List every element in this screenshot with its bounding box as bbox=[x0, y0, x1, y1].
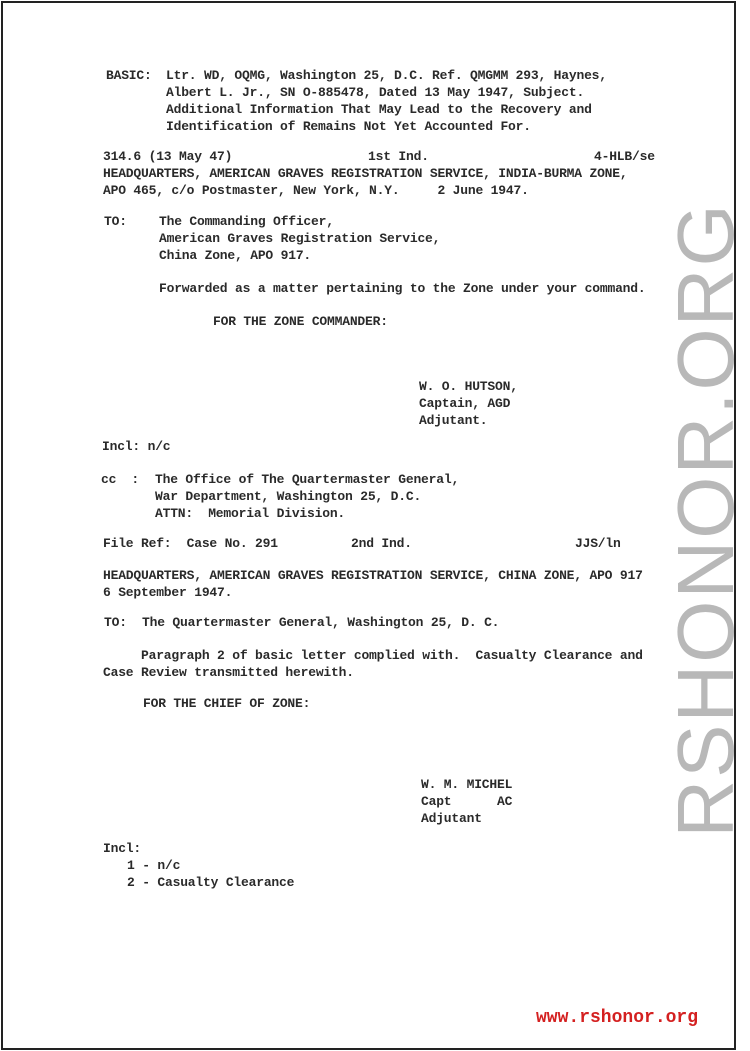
first-ind-label: 1st Ind. bbox=[368, 149, 429, 164]
watermark-url: www.rshonor.org bbox=[536, 1008, 699, 1028]
second-ind-incl-2: 2 - Casualty Clearance bbox=[127, 875, 295, 890]
first-ind-to-label: TO: bbox=[104, 214, 127, 229]
first-ind-sig-1: W. O. HUTSON, bbox=[419, 379, 518, 394]
cc-label: cc : bbox=[101, 472, 140, 487]
second-ind-sig-2: Capt AC bbox=[421, 794, 513, 809]
second-ind-sig-3: Adjutant bbox=[421, 811, 482, 826]
first-ind-to-2: American Graves Registration Service, bbox=[159, 231, 441, 246]
first-ind-to-3: China Zone, APO 917. bbox=[159, 248, 312, 263]
basic-line-4: Identification of Remains Not Yet Accounted For. bbox=[166, 119, 531, 134]
first-ind-sig-3: Adjutant. bbox=[419, 413, 488, 428]
second-ind-body-1: Paragraph 2 of basic letter complied with. Casualty Clearance and bbox=[103, 648, 643, 663]
second-ind-to: TO: The Quartermaster General, Washington 25, D. C. bbox=[104, 615, 500, 630]
second-ind-hq-1: HEADQUARTERS, AMERICAN GRAVES REGISTRATION SERVICE, CHINA ZONE, APO 917 bbox=[103, 568, 643, 583]
first-ind-for-line: FOR THE ZONE COMMANDER: bbox=[213, 314, 388, 329]
second-ind-file-ref: File Ref: Case No. 291 bbox=[103, 536, 278, 551]
first-ind-hq-1: HEADQUARTERS, AMERICAN GRAVES REGISTRATION SERVICE, INDIA-BURMA ZONE, bbox=[103, 166, 628, 181]
basic-line-2: Albert L. Jr., SN O-885478, Dated 13 May 1947, Subject. bbox=[166, 85, 585, 100]
first-ind-hq-2: APO 465, c/o Postmaster, New York, N.Y. 2 June 1947. bbox=[103, 183, 529, 198]
cc-line-1: The Office of The Quartermaster General, bbox=[155, 472, 460, 487]
first-ind-initials: 4-HLB/se bbox=[594, 149, 655, 164]
second-ind-for-line: FOR THE CHIEF OF ZONE: bbox=[143, 696, 311, 711]
second-ind-initials: JJS/ln bbox=[575, 536, 621, 551]
basic-line-1: Ltr. WD, OQMG, Washington 25, D.C. Ref. QMGMM 293, Haynes, bbox=[166, 68, 607, 83]
second-ind-incl-1: 1 - n/c bbox=[127, 858, 181, 873]
second-ind-sig-1: W. M. MICHEL bbox=[421, 777, 513, 792]
second-ind-body-2: Case Review transmitted herewith. bbox=[103, 665, 354, 680]
second-ind-incl-label: Incl: bbox=[103, 841, 142, 856]
basic-label: BASIC: bbox=[106, 68, 152, 83]
first-ind-sig-2: Captain, AGD bbox=[419, 396, 511, 411]
watermark-logo: RSHONOR.ORG bbox=[661, 202, 750, 838]
first-ind-incl: Incl: n/c bbox=[102, 439, 171, 454]
first-ind-body: Forwarded as a matter pertaining to the Zone under your command. bbox=[159, 281, 646, 296]
first-ind-to-1: The Commanding Officer, bbox=[159, 214, 334, 229]
second-ind-hq-2: 6 September 1947. bbox=[103, 585, 233, 600]
basic-line-3: Additional Information That May Lead to the Recovery and bbox=[166, 102, 592, 117]
first-ind-ref: 314.6 (13 May 47) bbox=[103, 149, 233, 164]
cc-line-2: War Department, Washington 25, D.C. bbox=[155, 489, 422, 504]
cc-line-3: ATTN: Memorial Division. bbox=[155, 506, 346, 521]
second-ind-label: 2nd Ind. bbox=[351, 536, 412, 551]
